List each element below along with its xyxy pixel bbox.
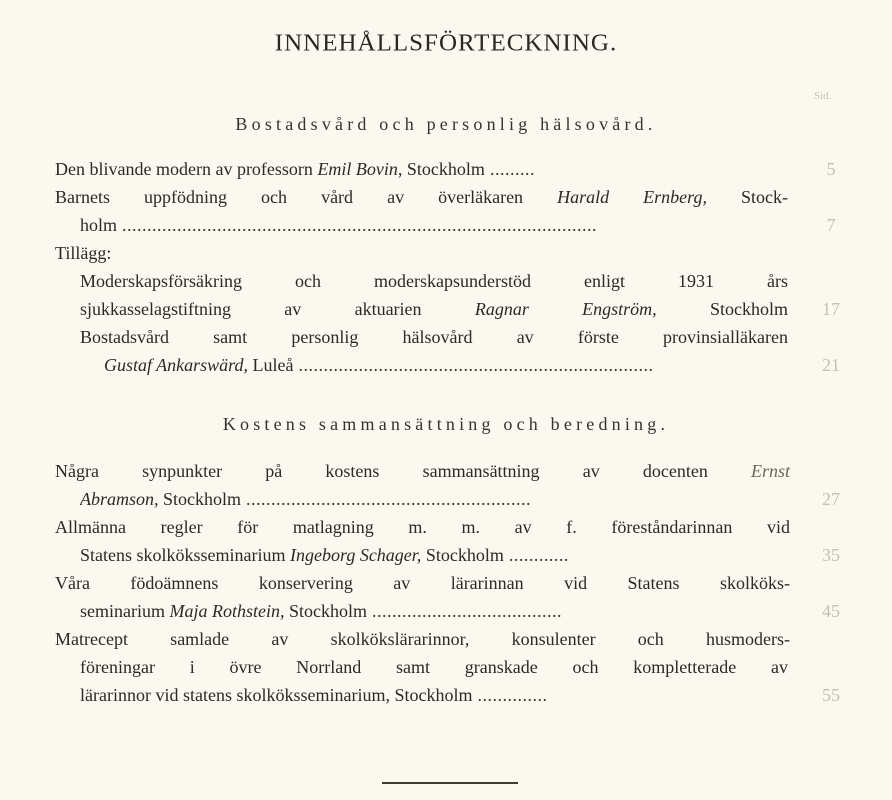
- toc-entry-line[interactable]: [80, 544, 790, 566]
- entry-title: Den blivande modern av professorn: [55, 159, 318, 179]
- entry-place: Stock-: [706, 187, 788, 207]
- entry-title: Våra födoämnens konservering av lärarinnan vid Statens skolköks-: [55, 573, 790, 593]
- toc-entry-line[interactable]: [55, 186, 788, 208]
- toc-entry-line[interactable]: [55, 516, 790, 538]
- page-title: INNEHÅLLSFÖRTECKNING.: [274, 30, 618, 57]
- entry-title: seminarium: [80, 601, 170, 621]
- entry-author: Ernst: [750, 461, 790, 481]
- entry-author: Abramson,: [80, 489, 159, 509]
- entry-title: holm: [80, 215, 118, 235]
- entry-author: Ingeborg Schager,: [290, 545, 422, 565]
- toc-subheading-tillagg: Tillägg:: [55, 243, 112, 263]
- page-number: 7: [826, 215, 836, 235]
- toc-entry-line[interactable]: [80, 326, 788, 348]
- dot-leader: .........................................................: [241, 489, 532, 509]
- toc-entry-line[interactable]: [55, 158, 791, 180]
- entry-title: Barnets uppfödning och vård av överläkaren: [55, 187, 558, 207]
- entry-place: Stockholm: [284, 601, 367, 621]
- entry-author: Maja Rothstein,: [169, 601, 285, 621]
- page-number: 5: [826, 159, 836, 179]
- dot-leader: .........: [484, 159, 535, 179]
- toc-entry-line[interactable]: [80, 298, 788, 320]
- dot-leader: ............: [503, 545, 569, 565]
- entry-title: Matrecept samlade av skolkökslärarinnor, konsulenter och husmoders-: [55, 629, 790, 649]
- toc-entry-line[interactable]: [80, 684, 790, 706]
- toc-entry-line[interactable]: [55, 628, 790, 650]
- toc-entry-line[interactable]: [55, 572, 790, 594]
- entry-author: Harald Ernberg,: [557, 187, 707, 207]
- section-heading-bostadsvard: Bostadsvård och personlig hälsovård.: [235, 114, 657, 134]
- section-heading-kostens: Kostens sammansättning och beredning.: [222, 414, 670, 434]
- entry-place: Stockholm: [158, 489, 242, 509]
- toc-entry-line[interactable]: [80, 656, 788, 678]
- toc-entry-line[interactable]: [80, 270, 788, 292]
- entry-title: sjukkasselagstiftning av aktuarien: [80, 299, 475, 319]
- entry-title: Några synpunkter på kostens sammansättning av docenten: [55, 461, 751, 481]
- entry-place: Luleå: [248, 355, 294, 375]
- entry-place: Stockholm: [402, 159, 485, 179]
- toc-entry-line[interactable]: [104, 354, 790, 376]
- entry-author: Ragnar Engström,: [474, 299, 657, 319]
- page-number: 35: [822, 545, 840, 565]
- entry-title: föreningar i övre Norrland samt granskade och kompletterade av: [80, 657, 788, 677]
- toc-entry-line[interactable]: [80, 488, 790, 510]
- entry-author: Emil Bovin,: [317, 159, 403, 179]
- dot-leader: ...............................................................................................: [117, 215, 598, 235]
- entry-title: Allmänna regler för matlagning m. m. av f. föreståndarinnan vid: [55, 517, 790, 537]
- page-number: 55: [822, 685, 840, 705]
- page-column-label: Sid.: [814, 90, 832, 102]
- closing-rule-divider: [382, 782, 518, 784]
- entry-title: Statens skolköksseminarium: [80, 545, 290, 565]
- entry-place: Stockholm: [421, 545, 504, 565]
- entry-title: Moderskapsförsäkring och moderskapsunderstöd enligt 1931 års: [80, 271, 788, 291]
- dot-leader: .......................................................................: [293, 355, 654, 375]
- page-number: 17: [822, 299, 840, 319]
- page-number: 21: [822, 355, 840, 375]
- toc-entry-line[interactable]: [80, 214, 790, 236]
- entry-author: Gustaf Ankarswärd,: [104, 355, 249, 375]
- entry-title: lärarinnor vid statens skolköksseminarium, Stockholm: [80, 685, 473, 705]
- entry-title: Bostadsvård samt personlig hälsovård av förste provinsialläkaren: [80, 327, 788, 347]
- toc-entry-line[interactable]: [80, 600, 790, 622]
- toc-entry-line[interactable]: [55, 460, 790, 482]
- entry-place: Stockholm: [656, 299, 788, 319]
- page-number: 27: [822, 489, 840, 509]
- dot-leader: ..............: [472, 685, 548, 705]
- page-number: 45: [822, 601, 840, 621]
- dot-leader: ......................................: [367, 601, 562, 621]
